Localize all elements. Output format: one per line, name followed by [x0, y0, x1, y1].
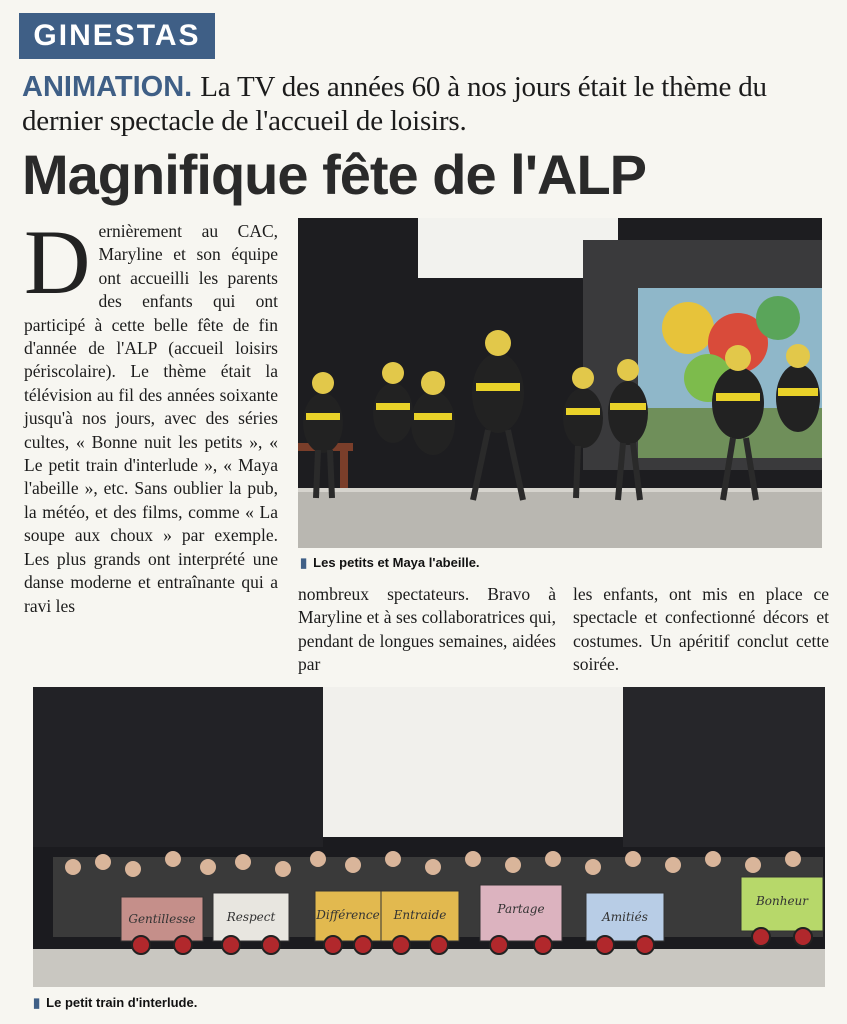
- article-text-1: ernièrement au CAC, Maryline et son équipe ont accueilli les parents des enfants qui ont participé à cette belle fête de fin d'année de l'ALP (accueil loisirs périscolaire). Le thème était la télévision au fil des années soixante jusqu'à nos jours, avec des séries cultes, « Bonne nuit les petits », « Le petit train d'interlude », « Maya l'abeille », etc. Sans oublier la pub, la météo, et des films, comme « La soupe aux choux » par exemple. Les plus grands ont interprété une danse moderne et entraînante qui a ravi les: [24, 221, 278, 616]
- wagon-sign: Partage: [497, 902, 545, 916]
- wagon-sign: Bonheur: [755, 894, 809, 908]
- photo-bees-illustration: [298, 218, 822, 548]
- headline: Magnifique fête de l'ALP: [22, 143, 647, 206]
- caption-photo-1: ▮ Les petits et Maya l'abeille.: [300, 555, 480, 570]
- wagon-sign: Amitiés: [602, 910, 648, 924]
- kicker-text: La TV des années 60 à nos jours était le thème du dernier spectacle de l'accueil de loisirs.: [22, 71, 767, 137]
- kicker-label: ANIMATION.: [22, 71, 193, 103]
- caption-marker-icon: ▮: [33, 995, 41, 1010]
- photo-train-illustration: [33, 687, 825, 987]
- wagon-sign: Différence: [316, 908, 380, 922]
- article-column-3: les enfants, ont mis en place ce spectacle et confectionné décors et costumes. Un apéritif conclut cette soirée.: [573, 584, 829, 675]
- section-tag: GINESTAS: [19, 13, 215, 59]
- kicker: [22, 70, 832, 138]
- article-column-1: [24, 211, 278, 618]
- wagon-sign: Respect: [226, 910, 276, 924]
- wagon-sign: Gentillesse: [128, 912, 196, 926]
- dropcap: D: [24, 211, 91, 313]
- article-column-2: nombreux spectateurs. Bravo à Maryline et à ses collaboratrices qui, pendant de longues semaines, aidées par: [298, 584, 556, 675]
- caption-photo-2: ▮ Le petit train d'interlude.: [33, 995, 198, 1010]
- photo-bees-on-stage: [298, 218, 822, 548]
- wagon-sign: Entraide: [393, 908, 447, 922]
- photo-train-interlude: [33, 687, 825, 987]
- caption-marker-icon: ▮: [300, 555, 308, 570]
